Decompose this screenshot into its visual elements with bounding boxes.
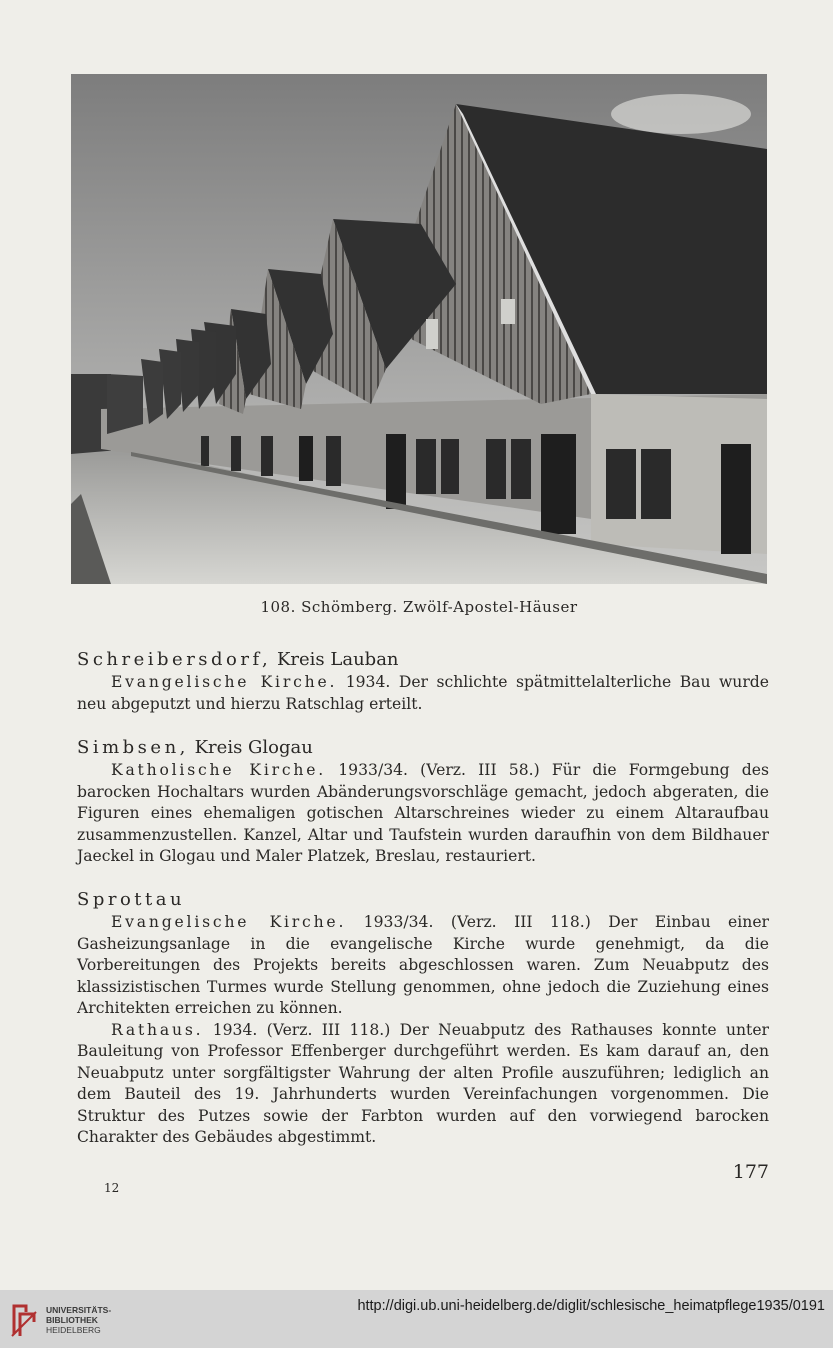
section-sprottau bbox=[77, 888, 769, 1149]
section-heading bbox=[77, 888, 769, 912]
entry-body: 1933/34. (Verz. III 118.) Der Einbau einer Gasheizungsanlage in die evangelische Kirche wurde genehmigt, da die Vorbereitungen des Projekts bereits abgeschlossen waren. Zum Neuabputz des klassizistischen Turmes wurde Stellung genommen, ohne jedoch die Zuziehung eines Architekten erreichen zu können. bbox=[77, 913, 770, 1017]
logo-line: BIBLIOTHEK bbox=[46, 1315, 98, 1325]
section-simbsen bbox=[77, 736, 769, 868]
place-name: Simbsen, bbox=[77, 737, 189, 758]
entry-body: 1934. Der schlichte spätmittelalterliche Bau wurde neu abgeputzt und hierzu Ratschlag erteilt. bbox=[77, 673, 770, 713]
entry-paragraph bbox=[77, 1020, 769, 1149]
district-name: Kreis Lauban bbox=[271, 649, 399, 670]
logo-line: HEIDELBERG bbox=[46, 1325, 101, 1335]
section-heading bbox=[77, 648, 769, 672]
entry-body: 1933/34. (Verz. III 58.) Für die Formgebung des barocken Hochaltars wurden Abänderungsvorschläge gemacht, jedoch abgeraten, die Figuren eines ehemaligen gotischen Altarschreines wieder zu einem Altaraufbau zusammenzustellen. Kanzel, Altar und Taufstein wurden daraufhin von dem Bildhauer Jaeckel in Glogau und Maler Platzek, Breslau, restauriert. bbox=[77, 761, 770, 865]
library-logo-icon bbox=[10, 1300, 40, 1340]
permalink-url[interactable]: http://digi.ub.uni-heidelberg.de/diglit/schlesische_heimatpflege1935/0191 bbox=[357, 1298, 825, 1314]
logo-line: UNIVERSITÄTS- bbox=[46, 1305, 112, 1315]
entry-paragraph bbox=[77, 760, 769, 868]
figure-photo bbox=[71, 74, 767, 584]
library-logo-text bbox=[46, 1305, 111, 1335]
entry-lead: Evangelische Kirche. bbox=[111, 673, 338, 691]
printer-signature: 12 bbox=[104, 1181, 120, 1195]
section-heading bbox=[77, 736, 769, 760]
entry-lead: Katholische Kirche. bbox=[111, 761, 327, 779]
place-name: Sprottau bbox=[77, 889, 186, 910]
library-logo[interactable] bbox=[10, 1300, 111, 1340]
entry-paragraph bbox=[77, 672, 769, 715]
district-name: Kreis Glogau bbox=[188, 737, 313, 758]
section-schreibersdorf bbox=[77, 648, 769, 715]
street-houses-photo bbox=[71, 74, 767, 584]
figure-caption: 108. Schömberg. Zwölf-Apostel-Häuser bbox=[260, 598, 578, 616]
entry-paragraph bbox=[77, 912, 769, 1020]
place-name: Schreibersdorf, bbox=[77, 649, 272, 670]
viewer-footer bbox=[0, 1290, 833, 1348]
entry-body: 1934. (Verz. III 118.) Der Neuabputz des Rathauses konnte unter Bauleitung von Professor Effenberger durchgeführt werden. Es kam darauf an, den Neuabputz unter sorgfältigster Wahrung der alten Profile auszuführen; lediglich an dem Bauteil des 19. Jahrhunderts wurden Vereinfachungen vorgenommen. Die Struktur des Putzes sowie der Farbton wurden auf den vorwiegend barocken Charakter des Gebäudes abgestimmt. bbox=[77, 1020, 769, 1146]
entry-lead: Evangelische Kirche. bbox=[111, 913, 347, 931]
entry-lead: Rathaus. bbox=[111, 1020, 204, 1039]
page-number: 177 bbox=[732, 1161, 769, 1183]
